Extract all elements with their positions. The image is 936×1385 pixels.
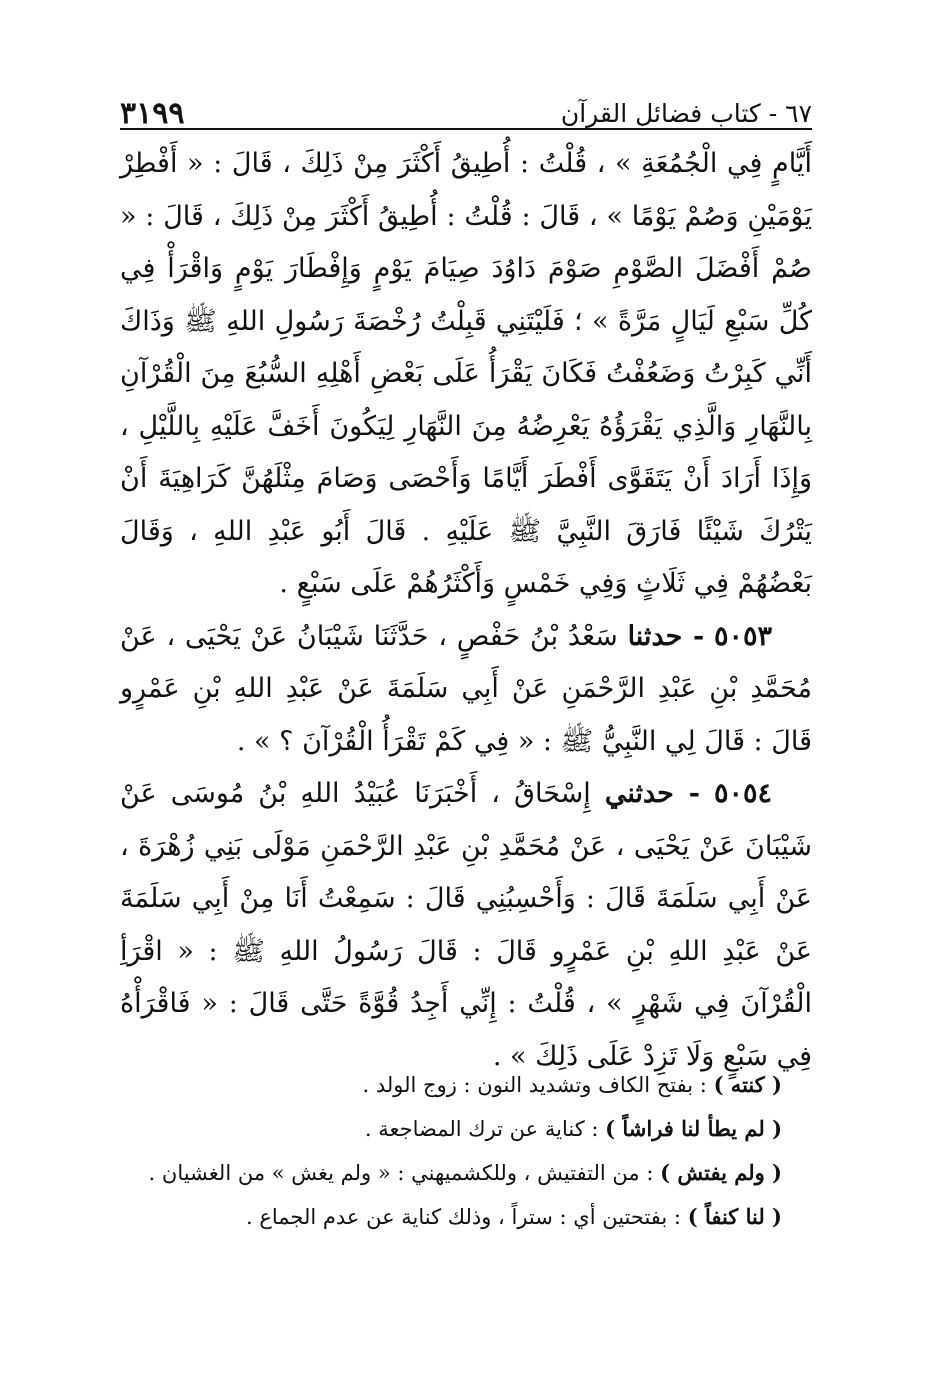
hadith-number: ٥٠٥٤ — [713, 778, 772, 809]
note-text: : بفتحتين أي : ستراً ، وذلك كناية عن عدم الجماع . — [245, 1205, 682, 1229]
note-text: : بفتح الكاف وتشديد النون : زوج الولد . — [362, 1073, 707, 1097]
chapter-title: ٦٧ - كتاب فضائل القرآن — [560, 99, 812, 128]
note-term: ( لنا كنفاً ) — [687, 1204, 782, 1229]
note-lam-yufattish — [120, 1154, 812, 1192]
note-text: : من التفتيش ، وللكشميهني : « ولم يغش » من الغشيان . — [148, 1161, 654, 1185]
header-divider — [120, 128, 812, 130]
hadith-5053 — [120, 611, 812, 769]
hadith-lead: - حدثنا — [627, 620, 705, 652]
paragraph-text: أَيَّامٍ فِي الْجُمُعَةِ » ، قُلْتُ : أُطِيقُ أَكْثَرَ مِنْ ذَلِكَ ، قَالَ : « أَفْطِرْ يَوْمَيْنِ وَصُمْ يَوْمًا » ، قَالَ : قُلْتُ : أُطِيقُ أَكْثَرَ مِنْ ذَلِكَ ، قَالَ : « صُمْ أَفْضَلَ الصَّوْمِ صَوْمَ دَاوُدَ صِيَامَ يَوْمٍ وَإِفْطَارَ يَوْمٍ وَاقْرَأْ فِي كُلِّ سَبْعِ لَيَالٍ مَرَّةً » ؛ فَلَيْتَنِي قَبِلْتُ رُخْصَةَ رَسُولِ اللهِ ﷺ وَذَاكَ أَنِّي كَبِرْتُ وَضَعُفْتُ فَكَانَ يَقْرَأُ عَلَى بَعْضِ أَهْلِهِ السُّبُعَ مِنَ الْقُرْآنِ بِالنَّهَارِ وَالَّذِي يَقْرَؤُهُ يَعْرِضُهُ مِنَ النَّهَارِ لِيَكُونَ أَخَفَّ عَلَيْهِ بِاللَّيْلِ ، وَإِذَا أَرَادَ أَنْ يَتَقَوَّى أَفْطَرَ أَيَّامًا وَأَحْصَى وَصَامَ مِثْلَهُنَّ كَرَاهِيَةَ أَنْ يَتْرُكَ شَيْئًا فَارَقَ النَّبِيَّ ﷺ عَلَيْهِ . قَالَ أَبُو عَبْدِ اللهِ ، وَقَالَ بَعْضُهُمْ فِي ثَلَاثٍ وَفِي خَمْسٍ وَأَكْثَرُهُمْ عَلَى سَبْعٍ . — [120, 148, 812, 599]
note-text: : كناية عن ترك المضاجعة . — [364, 1117, 599, 1141]
hadith-lead: - حدثني — [604, 778, 700, 809]
note-kannatuh — [120, 1066, 812, 1104]
page-header — [120, 78, 812, 134]
hadith-number: ٥٠٥٣ — [713, 620, 772, 652]
footnotes — [120, 1066, 812, 1242]
hadith-5054 — [120, 768, 812, 1083]
paragraph-text: إِسْحَاقُ ، أَخْبَرَنَا عُبَيْدُ اللهِ بْنُ مُوسَى عَنْ شَيْبَانَ عَنْ يَحْيَى ، عَنْ مُحَمَّدِ بْنِ عَبْدِ الرَّحْمَنِ مَوْلَى بَنِي زُهْرَةَ ، عَنْ أَبِي سَلَمَةَ قَالَ : وَأَحْسِبُنِي قَالَ : سَمِعْتُ أَنَا مِنْ أَبِي سَلَمَةَ عَنْ عَبْدِ اللهِ بْنِ عَمْرٍو قَالَ : قَالَ رَسُولُ اللهِ ﷺ : « اقْرَأِ الْقُرْآنَ فِي شَهْرٍ » ، قُلْتُ : إِنِّي أَجِدُ قُوَّةً حَتَّى قَالَ : « فَاقْرَأْهُ فِي سَبْعٍ وَلَا تَزِدْ عَلَى ذَلِكَ » . — [120, 778, 812, 1072]
page-number: ٣١٩٩ — [120, 96, 185, 131]
paragraph-text: سَعْدُ بْنُ حَفْصٍ ، حَدَّثَنَا شَيْبَانُ عَنْ يَحْيَى ، عَنْ مُحَمَّدِ بْنِ عَبْدِ الرَّحْمَنِ عَنْ أَبِي سَلَمَةَ عَنْ عَبْدِ اللهِ بْنِ عَمْرٍو قَالَ : قَالَ لِي النَّبِيُّ ﷺ : « فِي كَمْ تَقْرَأُ الْقُرْآنَ ؟ » . — [120, 620, 812, 757]
note-lana-kanafan — [120, 1198, 812, 1236]
main-text — [120, 138, 812, 1083]
note-term: ( كنته ) — [713, 1072, 782, 1097]
hadith-continuation — [120, 138, 812, 611]
note-lam-yata — [120, 1110, 812, 1148]
note-term: ( لم يطأ لنا فراشاً ) — [605, 1116, 782, 1141]
note-term: ( ولم يفتش ) — [660, 1160, 782, 1185]
